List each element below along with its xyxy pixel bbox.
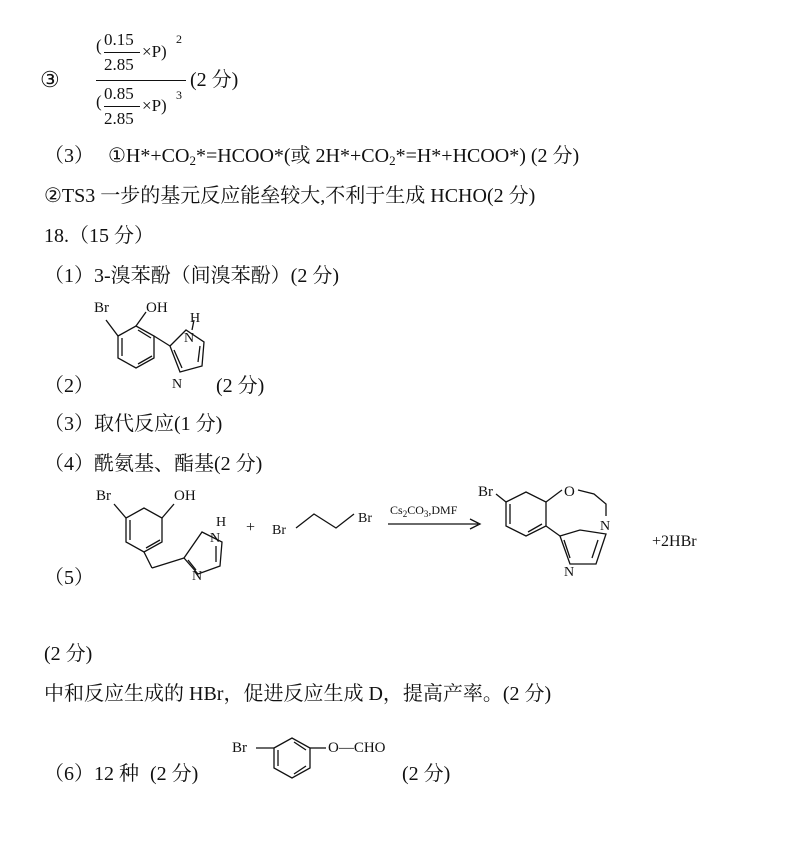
structure-bromophenyl-formate: [226, 724, 426, 784]
numerator-exponent: 2: [176, 32, 182, 46]
p-atom-br: Br: [478, 484, 493, 500]
line-3-2: ②TS3 一步的基元反应能垒较大,不利于生成 HCHO(2 分): [44, 185, 536, 207]
reaction-conditions: $Cs_2CO_3,DMF$: [390, 503, 458, 519]
p-atom-n-2: N: [564, 565, 575, 580]
line-3-1-label: （3）: [44, 145, 94, 167]
r2-atom-br-2: Br: [358, 511, 372, 526]
q18-part-5-label: （5）: [44, 567, 94, 589]
atom-oh: OH: [146, 300, 168, 316]
numerator-times-p: ×P): [142, 42, 167, 61]
numerator-frac-top: 0.15: [104, 30, 134, 49]
r1-atom-br: Br: [96, 488, 111, 504]
q18-part-2-label: （2）: [44, 375, 94, 397]
question-18-header: 18.（15 分）: [44, 225, 154, 247]
q18-part-3: （3）取代反应(1 分): [44, 413, 223, 435]
item-marker-3: ③: [40, 67, 60, 92]
line-3-1-sub2: 2: [389, 153, 396, 168]
reaction-scheme: [86, 484, 786, 600]
denominator-open-paren: (: [96, 92, 102, 111]
numerator-inner-bar: [104, 52, 140, 53]
q18-part-4: （4）酰氨基、酯基(2 分): [44, 453, 263, 475]
r1-atom-n-1: N: [210, 531, 221, 546]
r1-atom-n-2: N: [192, 569, 203, 584]
denominator-frac-bottom: 2.85: [104, 109, 134, 128]
group-o-cho: O—CHO: [328, 740, 386, 756]
q18-part-2-score: (2 分): [216, 375, 265, 397]
line-3-1-text-b: *=HCOO*(或 2H*+CO: [195, 145, 390, 167]
q18-part-1: （1）3-溴苯酚（间溴苯酚）(2 分): [44, 265, 339, 287]
r1-atom-h: H: [216, 515, 227, 530]
line-3-1-sub1: 2: [189, 153, 196, 168]
numerator-frac-bottom: 2.85: [104, 55, 134, 74]
line-3-1-text-a: ①H*+CO: [108, 145, 190, 167]
q18-part-5-explanation: 中和反应生成的 HBr，促进反应生成 D，提高产率。(2 分): [44, 683, 552, 705]
denominator-frac-top: 0.85: [104, 84, 134, 103]
main-fraction-bar: [96, 80, 186, 81]
q18-part-6-label: （6）12 种: [44, 763, 139, 785]
q18-part-6-score-1: (2 分): [150, 763, 199, 785]
p-atom-n-1: N: [600, 519, 611, 534]
r2-atom-br-1: Br: [272, 523, 286, 538]
denominator-exponent: 3: [176, 88, 182, 102]
atom-n-1: N: [184, 331, 195, 346]
plus-sign: +: [246, 519, 256, 536]
numerator-open-paren: (: [96, 36, 102, 55]
denominator-times-p: ×P): [142, 96, 167, 115]
line-3-1-text-c: *=H*+HCOO*) (2 分): [395, 145, 580, 167]
q18-part-6-score-2: (2 分): [402, 763, 451, 785]
atom-h: H: [190, 311, 201, 326]
p-atom-o: O: [564, 484, 575, 500]
line-3-1: [44, 144, 579, 173]
score-3-3: (2 分): [190, 69, 239, 91]
atom-n-2: N: [172, 377, 183, 392]
q18-part-5-score: (2 分): [44, 643, 93, 665]
atom-br: Br: [94, 300, 109, 316]
atom-br: Br: [232, 740, 247, 756]
denominator-inner-bar: [104, 106, 140, 107]
r1-atom-oh: OH: [174, 488, 196, 504]
byproduct-hbr: +2HBr: [652, 533, 697, 550]
